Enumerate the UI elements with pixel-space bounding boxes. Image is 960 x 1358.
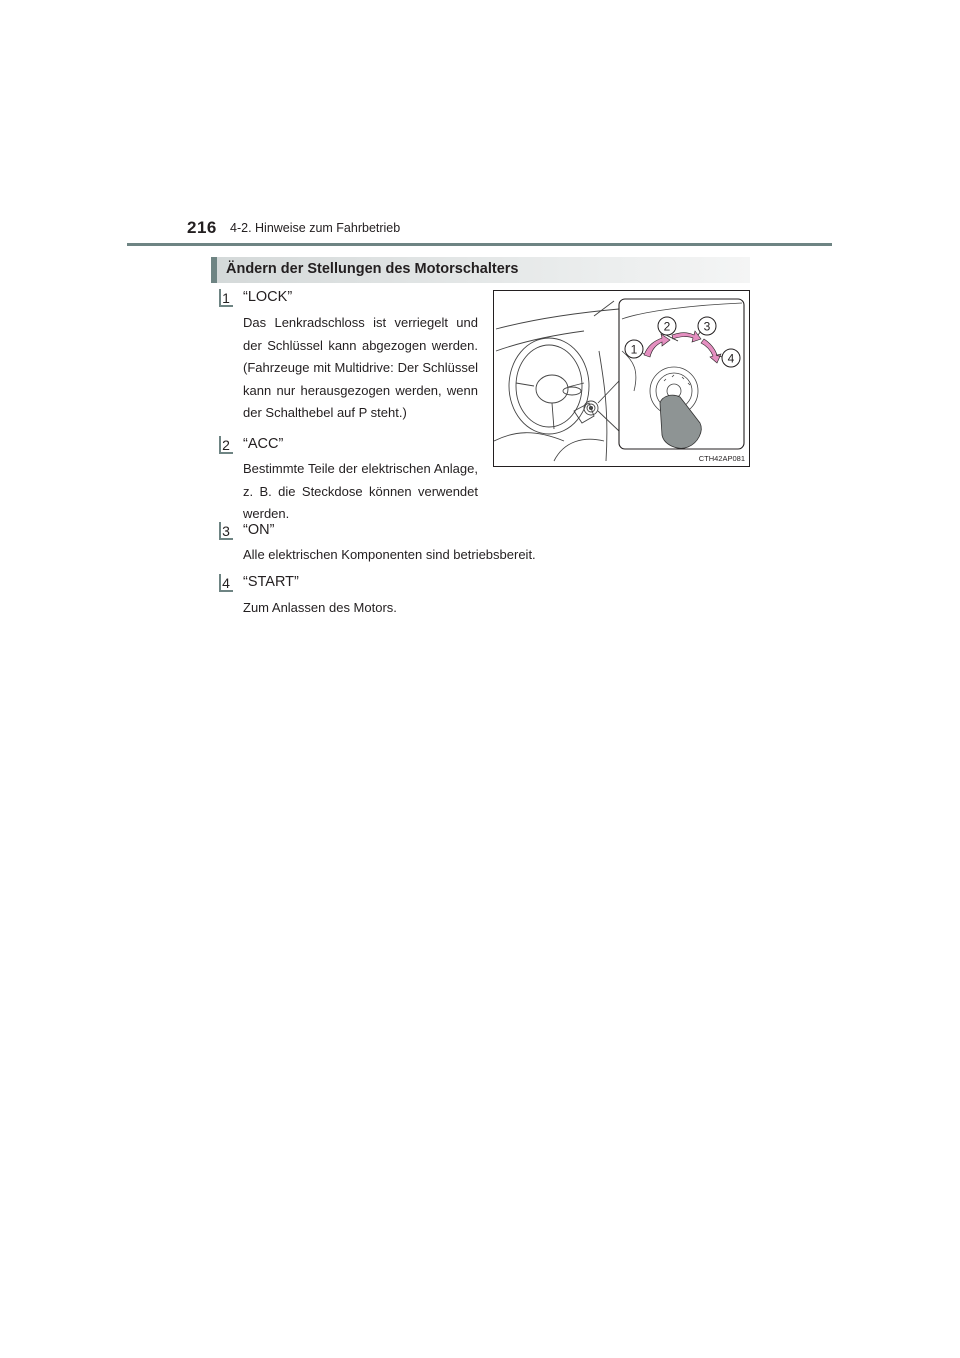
section-heading-text: Ändern der Stellungen des Motorschalters (226, 261, 519, 277)
item-title-lock: “LOCK” (243, 289, 293, 305)
callout-2: 2 (663, 319, 671, 334)
item-number-4: 4 (219, 574, 233, 592)
dashboard-line (496, 309, 619, 329)
item-title-acc: “ACC” (243, 436, 284, 452)
header-rule (127, 243, 832, 246)
steering-wheel (509, 338, 589, 434)
item-number-2: 2 (219, 436, 233, 454)
illustration-drawing (494, 291, 749, 466)
item-title-on: “ON” (243, 522, 275, 538)
figure-code: CTH42AP081 (698, 454, 745, 463)
callout-1: 1 (630, 342, 638, 357)
item-text-on: Alle elektrischen Komponenten sind betriebsbereit. (243, 547, 536, 562)
callout-4: 4 (727, 351, 735, 366)
item-title-start: “START” (243, 574, 299, 590)
callout-3: 3 (703, 319, 711, 334)
ignition-switch-illustration (493, 290, 750, 467)
page-number: 216 (187, 218, 217, 237)
item-number-3: 3 (219, 522, 233, 540)
item-text-lock: Das Lenkradschloss ist verriegelt und der Schlüssel kann abgezogen werden. (Fahrzeuge mit Multidrive: Der Schlüssel kann nur herausgezogen werden, wenn der Schalthebel auf P steht.) (243, 315, 478, 420)
item-text-acc: Bestimmte Teile der elektrischen Anlage, z. B. die Steckdose können verwendet werden. (243, 461, 478, 521)
item-number-1: 1 (219, 289, 233, 307)
running-header: 4-2. Hinweise zum Fahrbetrieb (230, 221, 401, 235)
section-heading (211, 257, 750, 283)
item-text-start: Zum Anlassen des Motors. (243, 600, 397, 615)
